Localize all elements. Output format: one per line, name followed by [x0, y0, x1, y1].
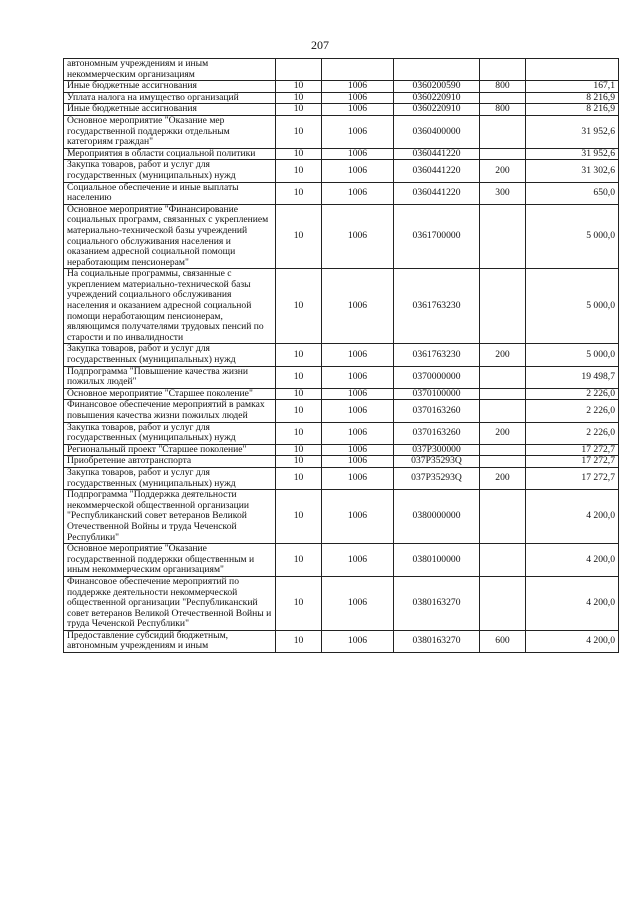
- expense-type-cell: 200: [480, 467, 526, 489]
- amount-cell: 31 952,6: [526, 115, 619, 148]
- target-article-cell: 0361763230: [394, 269, 480, 344]
- target-article-cell: 0370163260: [394, 422, 480, 444]
- table-row: [64, 422, 619, 444]
- table-row: [64, 344, 619, 366]
- expense-type-cell: 800: [480, 81, 526, 93]
- expense-type-cell: [480, 269, 526, 344]
- table-row: [64, 104, 619, 116]
- section-code-cell: [276, 59, 322, 81]
- row-name-cell: Закупка товаров, работ и услуг для государственных (муниципальных) нужд: [64, 422, 276, 444]
- section-code-cell: 10: [276, 204, 322, 269]
- row-name-cell: Иные бюджетные ассигнования: [64, 104, 276, 116]
- subsection-code-cell: 1006: [322, 422, 394, 444]
- subsection-code-cell: 1006: [322, 81, 394, 93]
- amount-cell: 19 498,7: [526, 366, 619, 388]
- amount-cell: 8 216,9: [526, 92, 619, 104]
- expense-type-cell: [480, 444, 526, 456]
- section-code-cell: 10: [276, 115, 322, 148]
- section-code-cell: 10: [276, 630, 322, 652]
- row-name-cell: Иные бюджетные ассигнования: [64, 81, 276, 93]
- target-article-cell: 0360441220: [394, 182, 480, 204]
- subsection-code-cell: [322, 59, 394, 81]
- section-code-cell: 10: [276, 490, 322, 544]
- expense-type-cell: 200: [480, 422, 526, 444]
- row-name-cell: Подпрограмма "Повышение качества жизни пожилых людей": [64, 366, 276, 388]
- amount-cell: 17 272,7: [526, 444, 619, 456]
- table-row: [64, 269, 619, 344]
- section-code-cell: 10: [276, 92, 322, 104]
- section-code-cell: 10: [276, 104, 322, 116]
- table-row: [64, 400, 619, 422]
- table-row: [64, 456, 619, 468]
- amount-cell: 17 272,7: [526, 456, 619, 468]
- amount-cell: 17 272,7: [526, 467, 619, 489]
- amount-cell: 4 200,0: [526, 630, 619, 652]
- expense-type-cell: [480, 92, 526, 104]
- amount-cell: 2 226,0: [526, 422, 619, 444]
- section-code-cell: 10: [276, 160, 322, 182]
- section-code-cell: 10: [276, 467, 322, 489]
- section-code-cell: 10: [276, 81, 322, 93]
- expense-type-cell: [480, 576, 526, 630]
- amount-cell: 31 302,6: [526, 160, 619, 182]
- expense-type-cell: 800: [480, 104, 526, 116]
- row-name-cell: Закупка товаров, работ и услуг для государственных (муниципальных) нужд: [64, 344, 276, 366]
- row-name-cell: Закупка товаров, работ и услуг для государственных (муниципальных) нужд: [64, 160, 276, 182]
- target-article-cell: 0360441220: [394, 160, 480, 182]
- row-name-cell: Основное мероприятие "Финансирование социальных программ, связанных с укреплением материально-технической базы учреждений социального обслуживания населения и оказанием адресной социальной помощи неработающим пенсионерам": [64, 204, 276, 269]
- section-code-cell: 10: [276, 544, 322, 577]
- section-code-cell: 10: [276, 388, 322, 400]
- subsection-code-cell: 1006: [322, 115, 394, 148]
- row-name-cell: автономным учреждениям и иным некоммерческим организациям: [64, 59, 276, 81]
- table-row: [64, 92, 619, 104]
- expense-type-cell: [480, 366, 526, 388]
- subsection-code-cell: 1006: [322, 366, 394, 388]
- amount-cell: 8 216,9: [526, 104, 619, 116]
- table-row: [64, 630, 619, 652]
- target-article-cell: 0380163270: [394, 576, 480, 630]
- expense-type-cell: [480, 115, 526, 148]
- expense-type-cell: 300: [480, 182, 526, 204]
- budget-table: [63, 58, 619, 653]
- subsection-code-cell: 1006: [322, 456, 394, 468]
- expense-type-cell: [480, 490, 526, 544]
- subsection-code-cell: 1006: [322, 400, 394, 422]
- expense-type-cell: [480, 400, 526, 422]
- page-number: 207: [311, 38, 329, 52]
- target-article-cell: 0380163270: [394, 630, 480, 652]
- table-row: [64, 388, 619, 400]
- subsection-code-cell: 1006: [322, 444, 394, 456]
- section-code-cell: 10: [276, 366, 322, 388]
- target-article-cell: 0380100000: [394, 544, 480, 577]
- table-body: [64, 59, 619, 653]
- expense-type-cell: [480, 148, 526, 160]
- subsection-code-cell: 1006: [322, 92, 394, 104]
- section-code-cell: 10: [276, 422, 322, 444]
- target-article-cell: 0360220910: [394, 92, 480, 104]
- table-row: [64, 81, 619, 93]
- subsection-code-cell: 1006: [322, 182, 394, 204]
- expense-type-cell: [480, 204, 526, 269]
- section-code-cell: 10: [276, 576, 322, 630]
- amount-cell: 2 226,0: [526, 388, 619, 400]
- target-article-cell: 0370100000: [394, 388, 480, 400]
- amount-cell: 4 200,0: [526, 576, 619, 630]
- row-name-cell: Уплата налога на имущество организаций: [64, 92, 276, 104]
- row-name-cell: Основное мероприятие "Оказание государственной поддержки общественным и иным некоммерческим организациям": [64, 544, 276, 577]
- subsection-code-cell: 1006: [322, 544, 394, 577]
- target-article-cell: 037P35293Q: [394, 467, 480, 489]
- section-code-cell: 10: [276, 148, 322, 160]
- target-article-cell: 037P300000: [394, 444, 480, 456]
- table-row: [64, 490, 619, 544]
- amount-cell: 2 226,0: [526, 400, 619, 422]
- table-row: [64, 59, 619, 81]
- target-article-cell: 0360200590: [394, 81, 480, 93]
- expense-type-cell: [480, 59, 526, 81]
- subsection-code-cell: 1006: [322, 490, 394, 544]
- row-name-cell: Социальное обеспечение и иные выплаты населению: [64, 182, 276, 204]
- table-row: [64, 366, 619, 388]
- target-article-cell: 0361700000: [394, 204, 480, 269]
- section-code-cell: 10: [276, 344, 322, 366]
- target-article-cell: 0370163260: [394, 400, 480, 422]
- table-row: [64, 148, 619, 160]
- target-article-cell: 0380000000: [394, 490, 480, 544]
- table-row: [64, 115, 619, 148]
- table-row: [64, 467, 619, 489]
- section-code-cell: 10: [276, 456, 322, 468]
- target-article-cell: 0360220910: [394, 104, 480, 116]
- table-row: [64, 444, 619, 456]
- amount-cell: 167,1: [526, 81, 619, 93]
- table-row: [64, 182, 619, 204]
- amount-cell: 31 952,6: [526, 148, 619, 160]
- table-row: [64, 576, 619, 630]
- subsection-code-cell: 1006: [322, 204, 394, 269]
- row-name-cell: Финансовое обеспечение мероприятий по поддержке деятельности некоммерческой общественной организации "Республиканский совет ветеранов Великой Отечественной Войны и труда Чеченской Республики": [64, 576, 276, 630]
- row-name-cell: Финансовое обеспечение мероприятий в рамках повышения качества жизни пожилых людей: [64, 400, 276, 422]
- subsection-code-cell: 1006: [322, 576, 394, 630]
- amount-cell: 4 200,0: [526, 544, 619, 577]
- expense-type-cell: [480, 388, 526, 400]
- section-code-cell: 10: [276, 269, 322, 344]
- target-article-cell: 0361763230: [394, 344, 480, 366]
- row-name-cell: Основное мероприятие "Оказание мер государственной поддержки отдельным категориям граждан": [64, 115, 276, 148]
- amount-cell: 5 000,0: [526, 269, 619, 344]
- target-article-cell: [394, 59, 480, 81]
- target-article-cell: 0370000000: [394, 366, 480, 388]
- subsection-code-cell: 1006: [322, 388, 394, 400]
- subsection-code-cell: 1006: [322, 148, 394, 160]
- target-article-cell: 0360400000: [394, 115, 480, 148]
- expense-type-cell: 200: [480, 344, 526, 366]
- amount-cell: 4 200,0: [526, 490, 619, 544]
- row-name-cell: Подпрограмма "Поддержка деятельности некоммерческой общественной организации "Республиканский совет ветеранов Великой Отечественной Войны и труда Чеченской Республики": [64, 490, 276, 544]
- amount-cell: 5 000,0: [526, 204, 619, 269]
- subsection-code-cell: 1006: [322, 630, 394, 652]
- subsection-code-cell: 1006: [322, 269, 394, 344]
- expense-type-cell: [480, 544, 526, 577]
- subsection-code-cell: 1006: [322, 344, 394, 366]
- section-code-cell: 10: [276, 182, 322, 204]
- table-row: [64, 204, 619, 269]
- expense-type-cell: [480, 456, 526, 468]
- table-row: [64, 160, 619, 182]
- amount-cell: [526, 59, 619, 81]
- row-name-cell: Предоставление субсидий бюджетным, автономным учреждениям и иным: [64, 630, 276, 652]
- amount-cell: 650,0: [526, 182, 619, 204]
- expense-type-cell: 600: [480, 630, 526, 652]
- subsection-code-cell: 1006: [322, 467, 394, 489]
- section-code-cell: 10: [276, 444, 322, 456]
- expense-type-cell: 200: [480, 160, 526, 182]
- row-name-cell: Закупка товаров, работ и услуг для государственных (муниципальных) нужд: [64, 467, 276, 489]
- row-name-cell: Мероприятия в области социальной политики: [64, 148, 276, 160]
- subsection-code-cell: 1006: [322, 104, 394, 116]
- target-article-cell: 0360441220: [394, 148, 480, 160]
- subsection-code-cell: 1006: [322, 160, 394, 182]
- row-name-cell: Приобретение автотранспорта: [64, 456, 276, 468]
- section-code-cell: 10: [276, 400, 322, 422]
- row-name-cell: Основное мероприятие "Старшее поколение": [64, 388, 276, 400]
- target-article-cell: 037P35293Q: [394, 456, 480, 468]
- amount-cell: 5 000,0: [526, 344, 619, 366]
- row-name-cell: На социальные программы, связанные с укреплением материально-технической базы учреждений социального обслуживания населения и оказанием адресной социальной помощи неработающим пенсионерам, являющимся получателями трудовых пенсий по старости и по инвалидности: [64, 269, 276, 344]
- row-name-cell: Региональный проект "Старшее поколение": [64, 444, 276, 456]
- table-row: [64, 544, 619, 577]
